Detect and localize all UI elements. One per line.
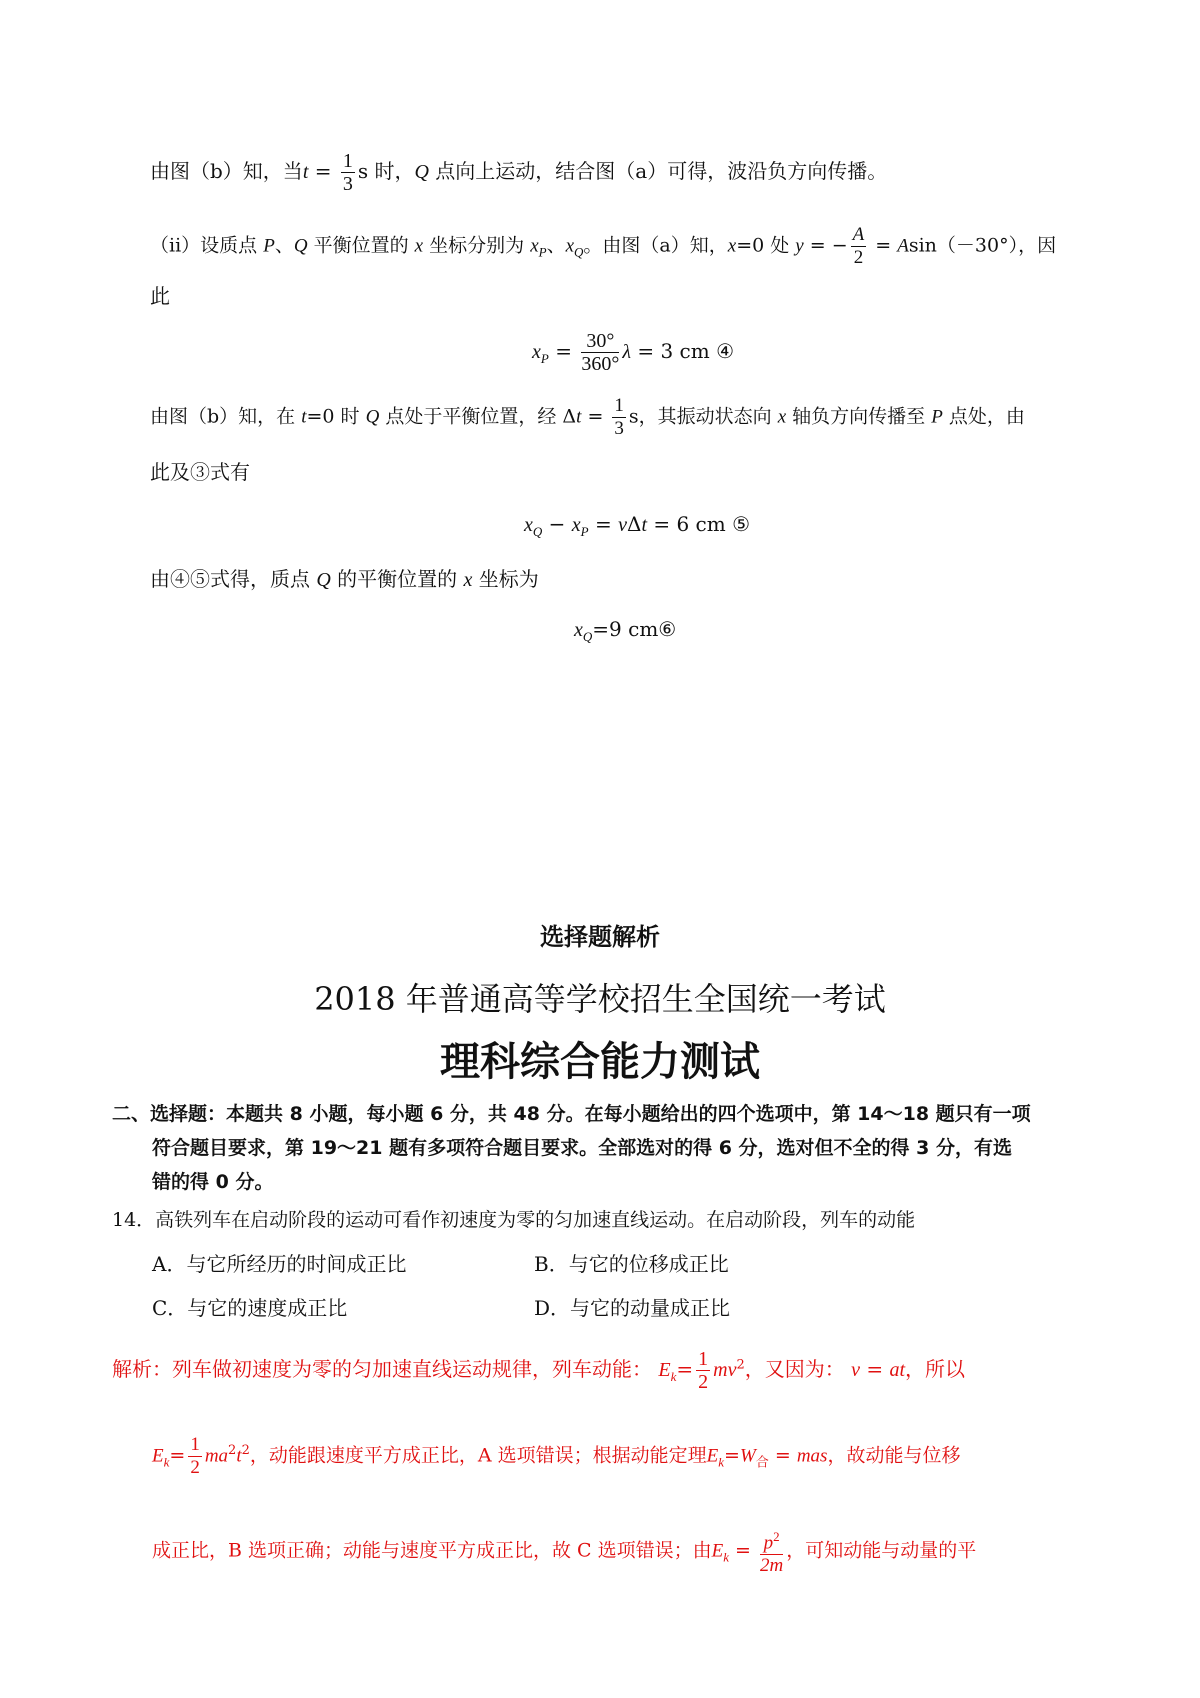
- var-t: t: [576, 406, 582, 428]
- text: =: [169, 1444, 186, 1467]
- question-14-stem: 14．高铁列车在启动阶段的运动可看作初速度为零的匀加速直线运动。在启动阶段，列车的动能: [112, 1209, 916, 1231]
- var-lambda: λ: [622, 341, 631, 363]
- subscript: 合: [755, 1455, 769, 1471]
- solution-line-5: [150, 458, 250, 486]
- text: −: [542, 512, 572, 536]
- text: 由图（b）知，当: [150, 159, 303, 183]
- subscript: k: [723, 1549, 730, 1565]
- subscript: k: [163, 1454, 170, 1470]
- var-a: A: [897, 235, 909, 257]
- var-x: x: [574, 619, 583, 641]
- var-p: P: [931, 406, 943, 428]
- analysis-line-3: [152, 1526, 976, 1577]
- subscript: P: [538, 244, 547, 260]
- var-p: p: [763, 1532, 774, 1554]
- text: 点处，由: [942, 405, 1025, 428]
- var-x: x: [463, 569, 473, 591]
- option-a: A．与它所经历的时间成正比: [152, 1252, 407, 1276]
- var-t: t: [236, 1445, 242, 1467]
- var-q: Q: [365, 406, 380, 428]
- denominator: 2: [853, 247, 864, 268]
- subscript: Q: [574, 244, 584, 260]
- text: 的平衡位置的: [330, 567, 464, 591]
- text: 由图（b）知，在: [150, 405, 302, 428]
- numerator: 1: [190, 1434, 200, 1455]
- superscript: 2: [241, 1443, 250, 1459]
- var-x: x: [414, 235, 424, 257]
- fraction: [851, 224, 867, 269]
- instructions-line-3: 错的得 0 分。: [152, 1171, 274, 1193]
- solution-line-3: [150, 282, 170, 310]
- text: =: [724, 1444, 740, 1467]
- option-c: C．与它的速度成正比: [152, 1296, 348, 1320]
- text: 点向上运动，结合图（a）可得，波沿负方向传播。: [428, 159, 888, 183]
- fraction: [188, 1434, 202, 1479]
- solution-line-2: [150, 224, 1056, 269]
- text: 、: [274, 234, 294, 257]
- var-p: P: [263, 235, 275, 257]
- text: 平衡位置的: [307, 234, 415, 257]
- var-t: t: [302, 161, 309, 183]
- fraction: [696, 1348, 710, 1393]
- text: =: [768, 1444, 797, 1467]
- text: =: [869, 234, 898, 257]
- denominator: 3: [342, 173, 353, 195]
- var-v: v: [851, 1359, 860, 1381]
- text: =: [581, 405, 610, 428]
- var-mv: mv: [713, 1359, 737, 1381]
- text: =: [676, 1357, 694, 1381]
- var-e: E: [706, 1445, 719, 1467]
- subscript: Q: [532, 524, 543, 539]
- numerator: 1: [698, 1348, 709, 1370]
- text: 成正比，B 选项正确；动能与速度平方成正比，故 C 选项错误；由: [152, 1539, 712, 1562]
- text: =: [588, 512, 619, 536]
- fraction: [612, 395, 626, 440]
- subscript: k: [718, 1454, 725, 1470]
- subscript: Q: [582, 629, 593, 644]
- var-t: t: [641, 514, 647, 536]
- text: =: [308, 159, 338, 183]
- instructions-line-1: 二、选择题：本题共 8 小题，每小题 6 分，共 48 分。在每小题给出的四个选项中，第 14～18 题只有一项: [112, 1103, 1031, 1125]
- numerator: 1: [342, 150, 353, 172]
- text: =0 时: [306, 405, 366, 428]
- superscript: 2: [228, 1443, 237, 1459]
- numerator: A: [852, 224, 865, 245]
- var-at: at: [889, 1359, 906, 1381]
- instructions-line-2: 符合题目要求，第 19～21 题有多项符合题目要求。全部选对的得 6 分，选对但不全的得 3 分，有选: [152, 1137, 1013, 1159]
- var-x: x: [532, 341, 541, 363]
- numerator: 30°: [581, 330, 619, 353]
- var-ma: ma: [204, 1445, 229, 1467]
- numerator: 1: [614, 395, 624, 416]
- equation-5: [524, 510, 750, 546]
- denominator: 360°: [581, 353, 620, 375]
- text: 。由图（a）知，: [583, 234, 728, 257]
- text: =: [548, 339, 579, 363]
- text: Δ: [626, 512, 642, 536]
- section-title: 选择题解析: [540, 923, 660, 951]
- subscript: k: [670, 1369, 677, 1384]
- var-x: x: [524, 514, 533, 536]
- equation-4: [532, 330, 734, 375]
- text: ，可知动能与动量的平: [786, 1539, 977, 1562]
- var-q: Q: [293, 235, 308, 257]
- var-x: x: [777, 406, 787, 428]
- superscript: 2: [773, 1529, 780, 1544]
- fraction: [341, 150, 355, 195]
- text: ，故动能与位移: [827, 1444, 961, 1467]
- text: sin（－30°），因: [908, 234, 1057, 257]
- var-q: Q: [316, 569, 331, 591]
- var-mas: mas: [796, 1445, 828, 1467]
- text: = −: [803, 234, 848, 257]
- var-e: E: [152, 1445, 164, 1467]
- text: 坐标为: [472, 567, 539, 591]
- fraction: [581, 330, 619, 375]
- var-x: x: [530, 235, 539, 257]
- exam-title: 2018 年普通高等学校招生全国统一考试: [314, 980, 886, 1018]
- denominator: 2m: [760, 1555, 784, 1577]
- var-e: E: [711, 1540, 724, 1562]
- solution-line-4: [150, 395, 1025, 440]
- numerator: [760, 1526, 783, 1555]
- var-x: x: [571, 514, 581, 536]
- denominator: 2: [698, 1371, 709, 1393]
- var-e: E: [658, 1359, 671, 1381]
- text: s，其振动状态向: [628, 405, 778, 428]
- var-q: Q: [414, 161, 429, 183]
- option-d: D．与它的动量成正比: [534, 1296, 731, 1320]
- var-x: x: [565, 235, 575, 257]
- denominator: 3: [614, 418, 624, 439]
- text: = 3 cm ④: [631, 339, 735, 363]
- text: 轴负方向传播至: [786, 405, 932, 428]
- var-w: W: [739, 1445, 756, 1467]
- text: =: [859, 1357, 890, 1381]
- superscript: 2: [736, 1357, 745, 1373]
- option-b: B．与它的位移成正比: [534, 1252, 729, 1276]
- text: （ii）设质点: [150, 234, 264, 257]
- text: =9 cm⑥: [592, 617, 677, 641]
- var-v: v: [618, 514, 627, 536]
- text: ，所以: [905, 1357, 966, 1381]
- var-x: x: [727, 235, 737, 257]
- text: 解析：列车做初速度为零的匀加速直线运动规律，列车动能：: [112, 1357, 652, 1381]
- var-y: y: [795, 235, 804, 257]
- text: =0 处: [736, 234, 796, 257]
- text: 此及③式有: [150, 460, 250, 484]
- text: 、: [546, 234, 566, 257]
- text: ，动能跟速度平方成正比，A 选项错误；根据动能定理: [249, 1444, 707, 1467]
- text: 由④⑤式得，质点: [150, 567, 317, 591]
- text: s 时，: [357, 159, 415, 183]
- var-t: t: [301, 406, 307, 428]
- text: 点处于平衡位置，经 Δ: [379, 405, 577, 428]
- solution-line-6: [150, 565, 539, 594]
- analysis-line-2: [152, 1434, 960, 1479]
- solution-line-1: [150, 150, 887, 195]
- text: ，又因为：: [744, 1357, 845, 1381]
- text: =: [729, 1539, 758, 1562]
- fraction: [760, 1526, 783, 1577]
- text: 坐标分别为: [423, 234, 531, 257]
- text: = 6 cm ⑤: [647, 512, 751, 536]
- subscript: P: [580, 524, 589, 539]
- subscript: P: [540, 351, 549, 366]
- analysis-line-1: [112, 1348, 965, 1393]
- subject-title: 理科综合能力测试: [440, 1039, 760, 1085]
- equation-6: [574, 615, 676, 651]
- text: 此: [150, 284, 170, 308]
- denominator: 2: [190, 1457, 200, 1478]
